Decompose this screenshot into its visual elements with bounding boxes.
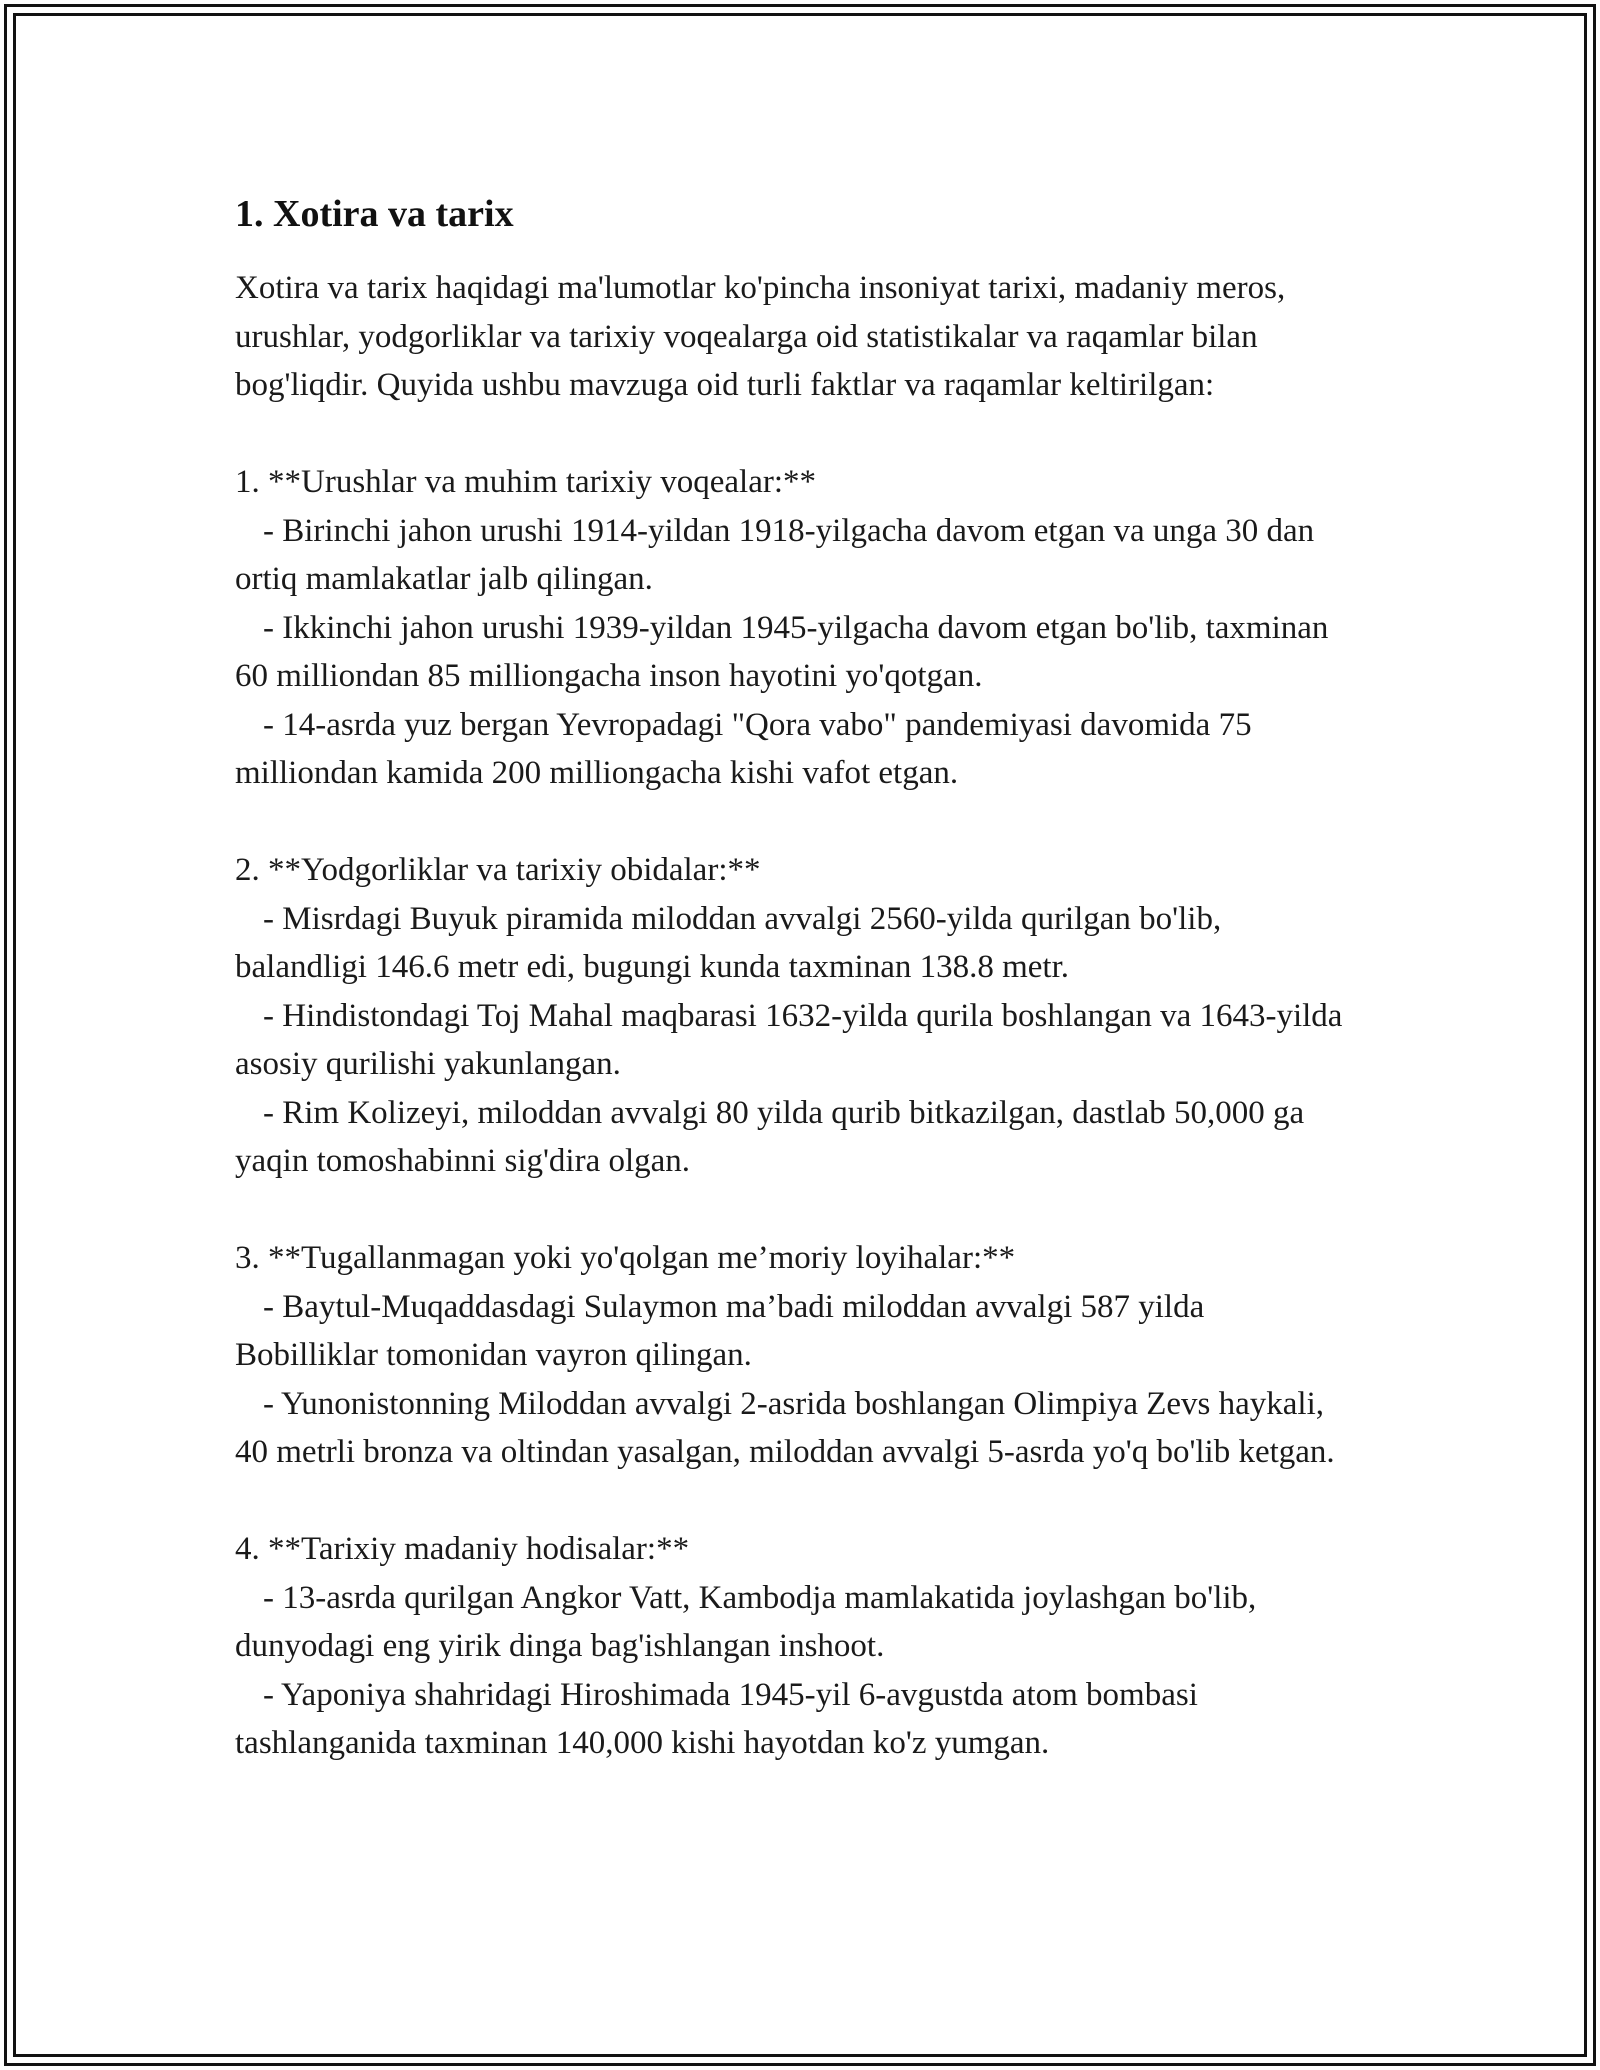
list-item: - Yaponiya shahridagi Hiroshimada 1945-yil 6-avgustda atom bombasi tashlanganida taxminan 140,000 kishi hayotdan ko'z yumgan. (235, 1676, 1198, 1761)
intro-paragraph: Xotira va tarix haqidagi ma'lumotlar ko'pincha insoniyat tarixi, madaniy meros, urushlar, yodgorliklar va tarixiy voqealarga oid statistikalar va raqamlar bilan bog'liqdir. Quyida ushbu mavzuga oid turli faktlar va raqamlar keltirilgan: (235, 270, 1286, 403)
list-item: - Birinchi jahon urushi 1914-yildan 1918-yilgacha davom etgan va unga 30 dan ortiq mamlakatlar jalb qilingan. (235, 512, 1315, 597)
list-item: - Rim Kolizeyi, miloddan avvalgi 80 yilda qurib bitkazilgan, dastlab 50,000 ga yaqin tomoshabinni sig'dira olgan. (235, 1094, 1305, 1179)
list-item: - Hindistondagi Toj Mahal maqbarasi 1632-yilda qurila boshlangan va 1643-yilda asosiy qurilishi yakunlangan. (235, 997, 1343, 1082)
section-wars (235, 458, 1355, 798)
list-item: - Ikkinchi jahon urushi 1939-yildan 1945-yilgacha davom etgan bo'lib, taxminan 60 milliondan 85 milliongacha inson hayotini yo'qotgan. (235, 609, 1329, 694)
section-title: 1. **Urushlar va muhim tarixiy voqealar:** (235, 464, 817, 500)
section-title: 4. **Tarixiy madaniy hodisalar:** (235, 1531, 690, 1567)
page-title: 1. Xotira va tarix (235, 193, 514, 235)
list-item: - 14-asrda yuz bergan Yevropadagi "Qora vabo" pandemiyasi davomida 75 milliondan kamida 200 milliongacha kishi vafot etgan. (235, 706, 1252, 791)
section-cultural-events (235, 1525, 1355, 1768)
section-monuments (235, 846, 1355, 1186)
list-item: - Baytul-Muqaddasdagi Sulaymon ma’badi miloddan avvalgi 587 yilda Bobilliklar tomonidan vayron qilingan. (235, 1288, 1205, 1373)
document-page (235, 188, 1355, 1768)
section-lost-projects (235, 1234, 1355, 1477)
section-title: 2. **Yodgorliklar va tarixiy obidalar:** (235, 852, 761, 888)
list-item: - 13-asrda qurilgan Angkor Vatt, Kambodja mamlakatida joylashgan bo'lib, dunyodagi eng yirik dinga bag'ishlangan inshoot. (235, 1579, 1257, 1664)
list-item: - Misrdagi Buyuk piramida miloddan avvalgi 2560-yilda qurilgan bo'lib, balandligi 146.6 metr edi, bugungi kunda taxminan 138.8 metr. (235, 900, 1222, 985)
list-item: - Yunonistonning Miloddan avvalgi 2-asrida boshlangan Olimpiya Zevs haykali, 40 metrli bronza va oltindan yasalgan, miloddan avvalgi 5-asrda yo'q bo'lib ketgan. (235, 1385, 1335, 1470)
section-title: 3. **Tugallanmagan yoki yo'qolgan me’moriy loyihalar:** (235, 1240, 1016, 1276)
